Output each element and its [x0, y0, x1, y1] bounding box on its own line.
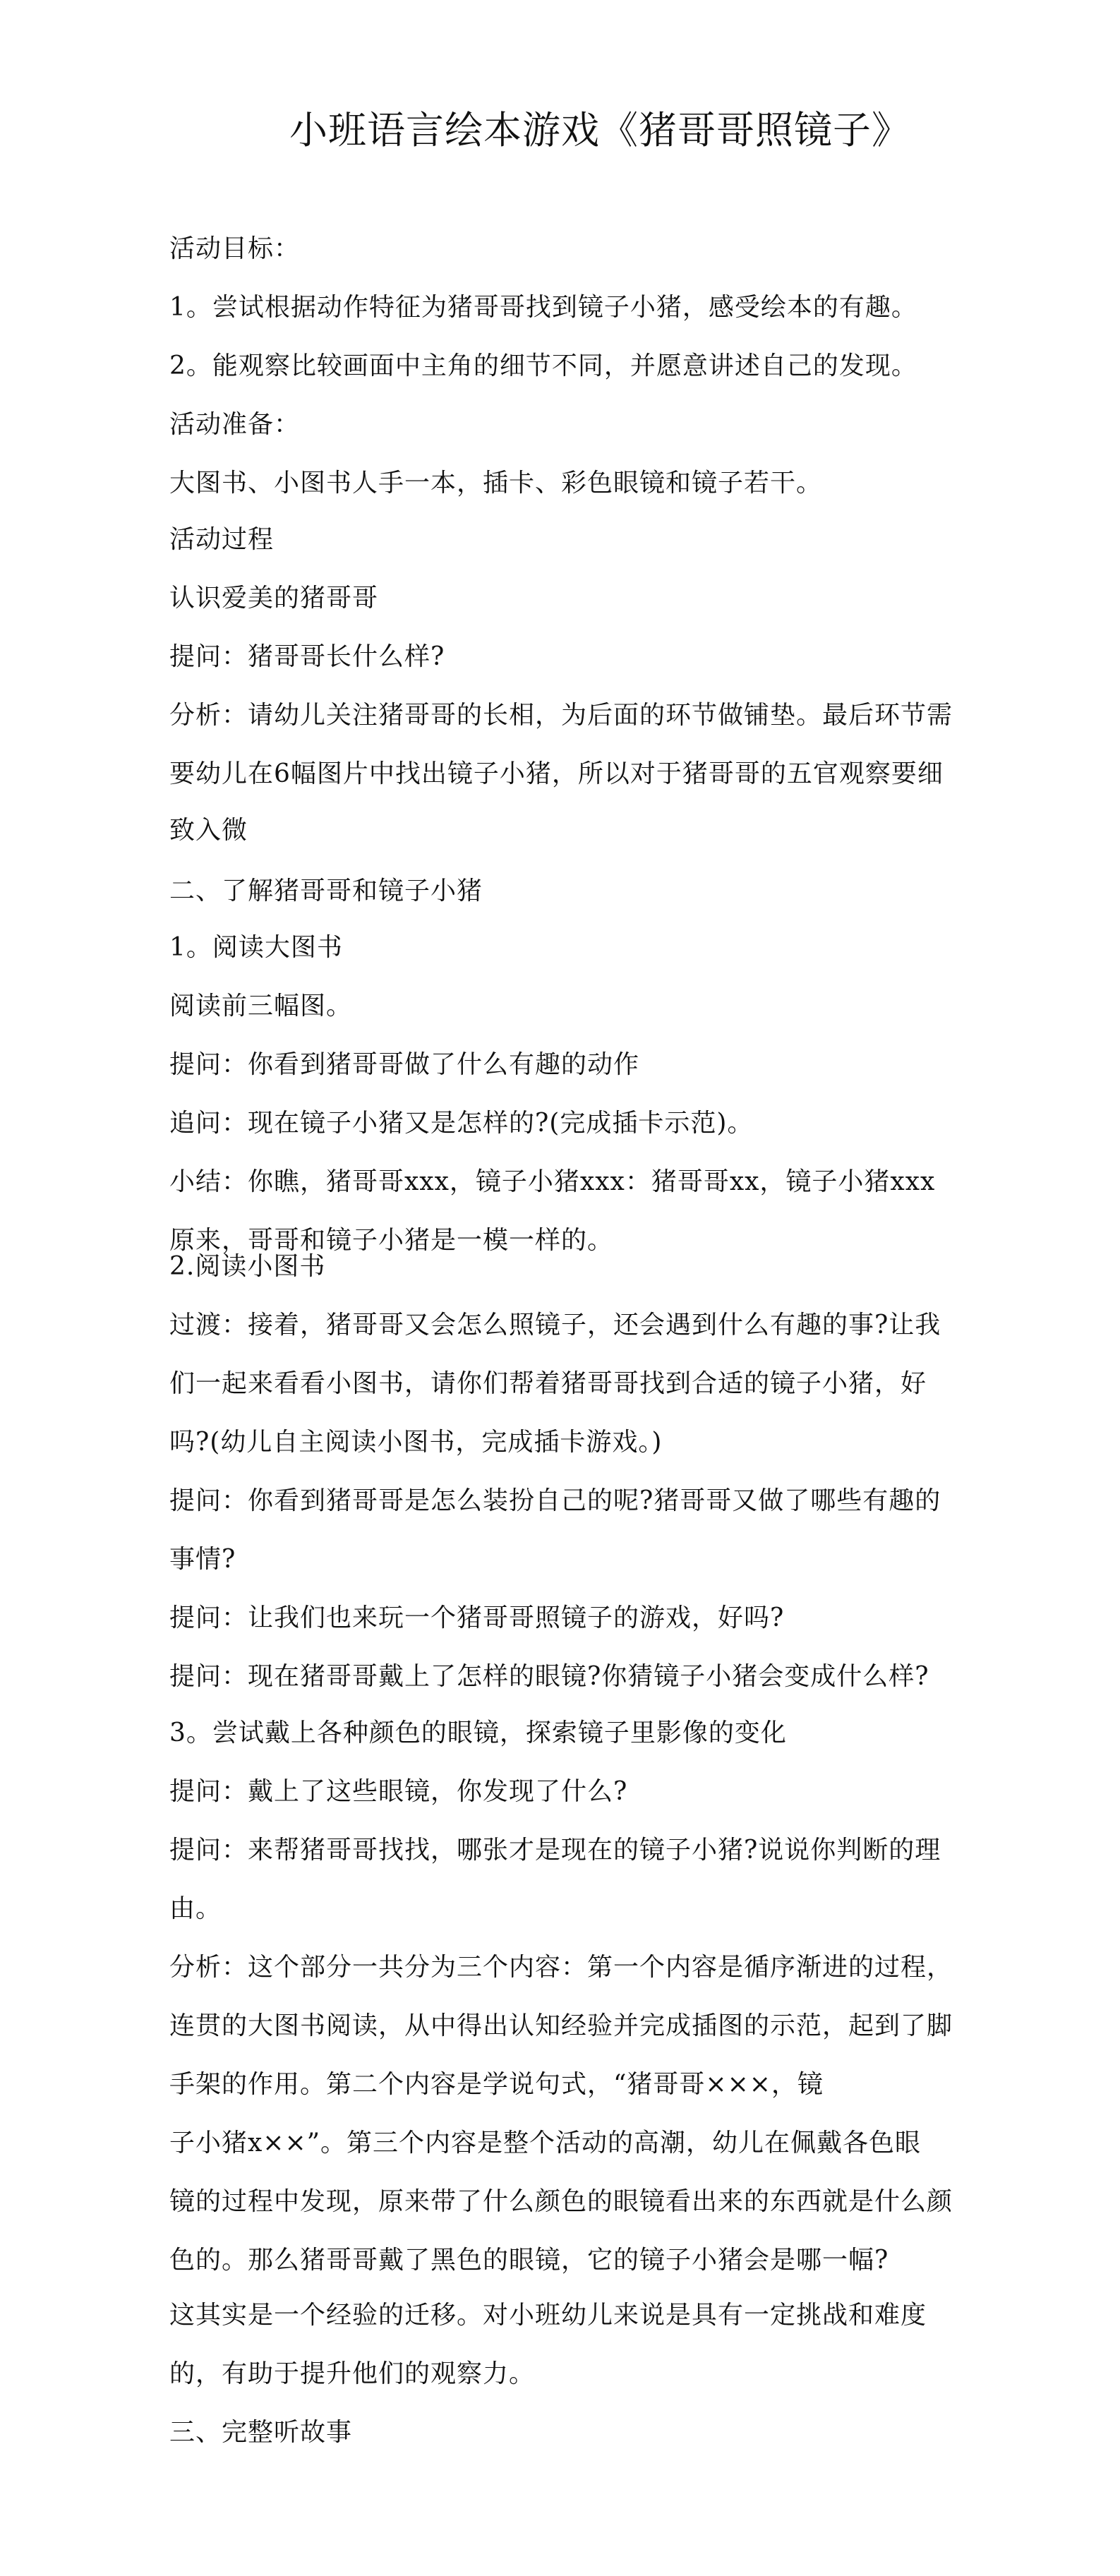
paragraph-line: 色的。那么猪哥哥戴了黑色的眼镜，它的镜子小猪会是哪一幅?: [169, 2246, 889, 2275]
page-title: 小班语言绘本游戏《猪哥哥照镜子》: [289, 108, 910, 152]
paragraph-line: 活动准备：: [169, 410, 301, 439]
paragraph-line: 原来，哥哥和镜子小猪是一模一样的。: [169, 1226, 614, 1255]
paragraph-line: 由。: [169, 1894, 222, 1923]
paragraph-line: 三、完整听故事: [169, 2418, 353, 2447]
paragraph-line: 3。尝试戴上各种颜色的眼镜，探索镜子里影像的变化: [169, 1719, 787, 1747]
paragraph-line: 活动目标：: [169, 234, 301, 263]
paragraph-line: 阅读前三幅图。: [169, 992, 353, 1021]
paragraph-line: 连贯的大图书阅读，从中得出认知经验并完成插图的示范，起到了脚: [169, 2011, 953, 2040]
paragraph-line: 致入微: [169, 816, 248, 845]
paragraph-line: 镜的过程中发现，原来带了什么颜色的眼镜看出来的东西就是什么颜: [169, 2187, 953, 2216]
paragraph-line: 提问：猪哥哥长什么样?: [169, 642, 445, 671]
paragraph-line: 提问：现在猪哥哥戴上了怎样的眼镜?你猜镜子小猪会变成什么样?: [169, 1662, 929, 1691]
paragraph-line: 追问：现在镜子小猪又是怎样的?(完成插卡示范)。: [169, 1109, 754, 1138]
paragraph-line: 们一起来看看小图书，请你们帮着猪哥哥找到合适的镜子小猪，好: [169, 1369, 927, 1398]
paragraph-line: 提问：戴上了这些眼镜，你发现了什么?: [169, 1777, 628, 1806]
paragraph-line: 的，有助于提升他们的观察力。: [169, 2359, 536, 2388]
paragraph-line: 提问：来帮猪哥哥找找，哪张才是现在的镜子小猪?说说你判断的理: [169, 1836, 941, 1865]
paragraph-line: 要幼儿在6幅图片中找出镜子小猪，所以对于猪哥哥的五官观察要细: [169, 759, 944, 788]
paragraph-line: 手架的作用。第二个内容是学说句式，“猪哥哥×××，镜: [169, 2070, 824, 2099]
paragraph-line: 2。能观察比较画面中主角的细节不同，并愿意讲述自己的发现。: [169, 351, 917, 380]
paragraph-line: 这其实是一个经验的迁移。对小班幼儿来说是具有一定挑战和难度: [169, 2301, 927, 2330]
paragraph-line: 1。阅读大图书: [169, 933, 343, 962]
paragraph-line: 吗?(幼儿自主阅读小图书，完成插卡游戏。): [169, 1428, 663, 1457]
paragraph-line: 2.阅读小图书: [169, 1252, 326, 1281]
paragraph-line: 提问：让我们也来玩一个猪哥哥照镜子的游戏，好吗?: [169, 1603, 785, 1632]
paragraph-line: 分析：这个部分一共分为三个内容：第一个内容是循序渐进的过程，: [169, 1953, 953, 1982]
paragraph-line: 活动过程: [169, 525, 275, 554]
paragraph-line: 分析：请幼儿关注猪哥哥的长相，为后面的环节做铺垫。最后环节需: [169, 701, 953, 730]
paragraph-line: 1。尝试根据动作特征为猪哥哥找到镜子小猪，感受绘本的有趣。: [169, 293, 917, 322]
paragraph-line: 提问：你看到猪哥哥是怎么装扮自己的呢?猪哥哥又做了哪些有趣的: [169, 1486, 941, 1515]
paragraph-line: 子小猪x××”。第三个内容是整个活动的高潮，幼儿在佩戴各色眼: [169, 2129, 922, 2157]
paragraph-line: 小结：你瞧，猪哥哥xxx，镜子小猪xxx：猪哥哥xx，镜子小猪xxx: [169, 1167, 936, 1196]
paragraph-line: 事情?: [169, 1545, 236, 1574]
paragraph-line: 过渡：接着，猪哥哥又会怎么照镜子，还会遇到什么有趣的事?让我: [169, 1311, 941, 1340]
paragraph-line: 二、了解猪哥哥和镜子小猪: [169, 877, 483, 905]
paragraph-line: 提问：你看到猪哥哥做了什么有趣的动作: [169, 1050, 640, 1079]
paragraph-line: 大图书、小图书人手一本，插卡、彩色眼镜和镜子若干。: [169, 469, 823, 498]
paragraph-line: 认识爱美的猪哥哥: [169, 584, 379, 613]
